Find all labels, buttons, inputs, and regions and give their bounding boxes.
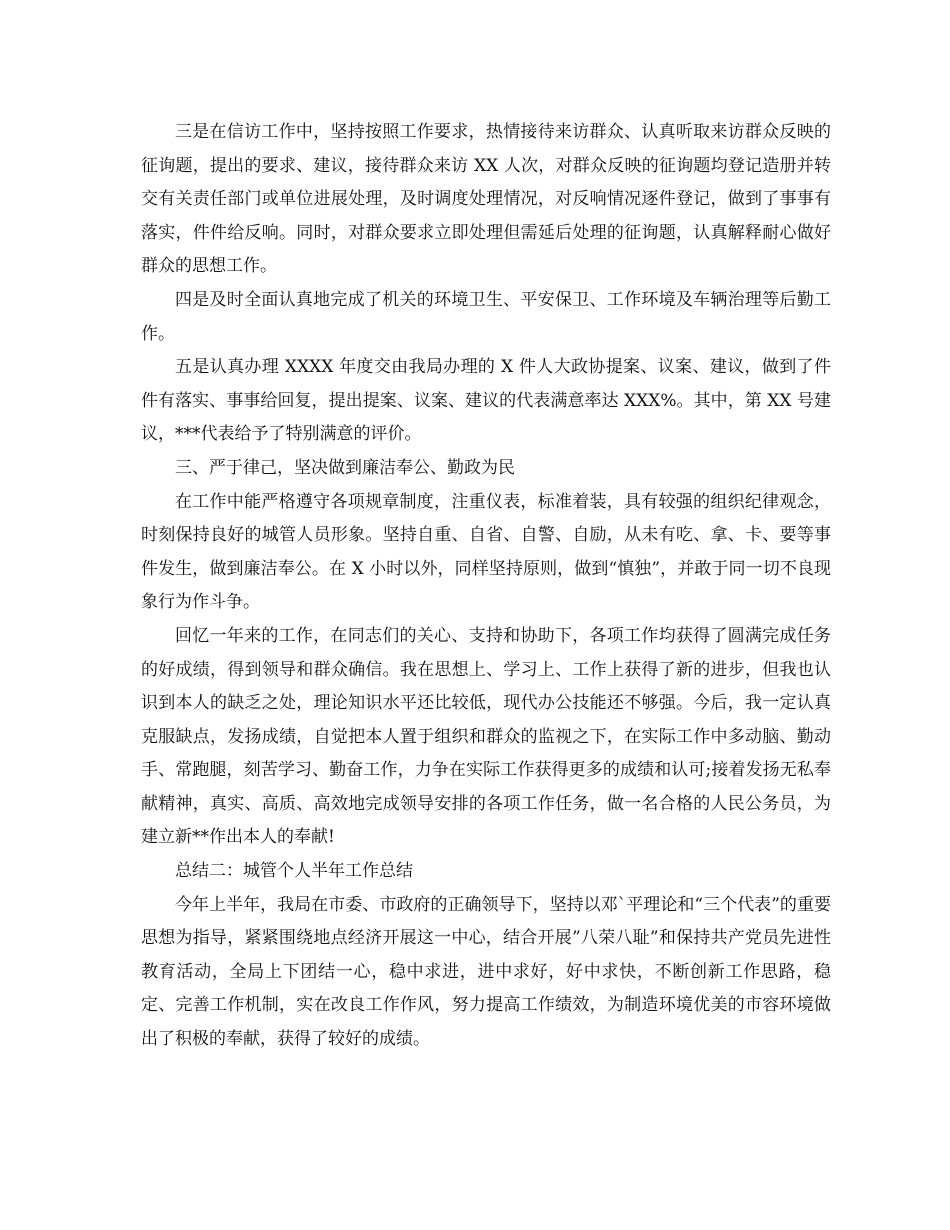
summary-two-title: 总结二：城管个人半年工作总结 (175, 861, 413, 882)
paragraph-discipline: 在工作中能严格遵守各项规章制度，注重仪表，标准着装，具有较强的组织纪律观念，时刻保持良好的城管人员形象。坚持自重、自省、自警、自励，从未有吃、拿、卡、要等事件发生，做到廉洁奉公。在 X 小时以外，同样坚持原则，做到“慎独”，并敢于同一切不良现象行为作斗争。 (141, 491, 831, 613)
section-heading-integrity: 三、严于律己，坚决做到廉洁奉公、勤政为民 (175, 457, 515, 478)
paragraph-proposals: 五是认真办理 XXXX 年度交由我局办理的 X 件人大政协提案、议案、建议，做到了件件有落实、事事给回复，提出提案、议案、建议的代表满意率达 XXX%。其中，第 XX 号建议，***代表给予了特别满意的评价。 (141, 357, 831, 445)
paragraph-petition-work: 三是在信访工作中，坚持按照工作要求，热情接待来访群众、认真听取来访群众反映的征询题，提出的要求、建议，接待群众来访 XX 人次，对群众反映的征询题均登记造册并转交有关责任部门或单位进展处理，及时调度处理情况，对反响情况逐件登记，做到了事事有落实，件件给反响。同时，对群众要求立即处理但需延后处理的征询题，认真解释耐心做好群众的思想工作。 (141, 122, 831, 277)
document-body (141, 116, 831, 1057)
paragraph-logistics-work: 四是及时全面认真地完成了机关的环境卫生、平安保卫、工作环境及车辆治理等后勤工作。 (141, 289, 831, 344)
paragraph-review: 回忆一年来的工作，在同志们的关心、支持和协助下，各项工作均获得了圆满完成任务的好成绩，得到领导和群众确信。我在思想上、学习上、工作上获得了新的进步，但我也认识到本人的缺乏之处，理论知识水平还比较低，现代办公技能还不够强。今后，我一定认真克服缺点，发扬成绩，自觉把本人置于组织和群众的监视之下，在实际工作中多动脑、勤动手、常跑腿，刻苦学习、勤奋工作，力争在实际工作获得更多的成绩和认可;接着发扬无私奉献精神，真实、高质、高效地完成领导安排的各项工作任务，做一名合格的人民公务员，为建立新**作出本人的奉献! (141, 625, 831, 848)
paragraph-half-year: 今年上半年，我局在市委、市政府的正确领导下，坚持以邓`平理论和“三个代表”的重要思想为指导，紧紧围绕地点经济开展这一中心，结合开展”八荣八耻”和保持共产党员先进性教育活动，全局上下团结一心，稳中求进，进中求好，好中求快，不断创新工作思路，稳定、完善工作机制，实在改良工作作风，努力提高工作绩效，为制造环境优美的市容环境做出了积极的奉献，获得了较好的成绩。 (141, 894, 831, 1050)
